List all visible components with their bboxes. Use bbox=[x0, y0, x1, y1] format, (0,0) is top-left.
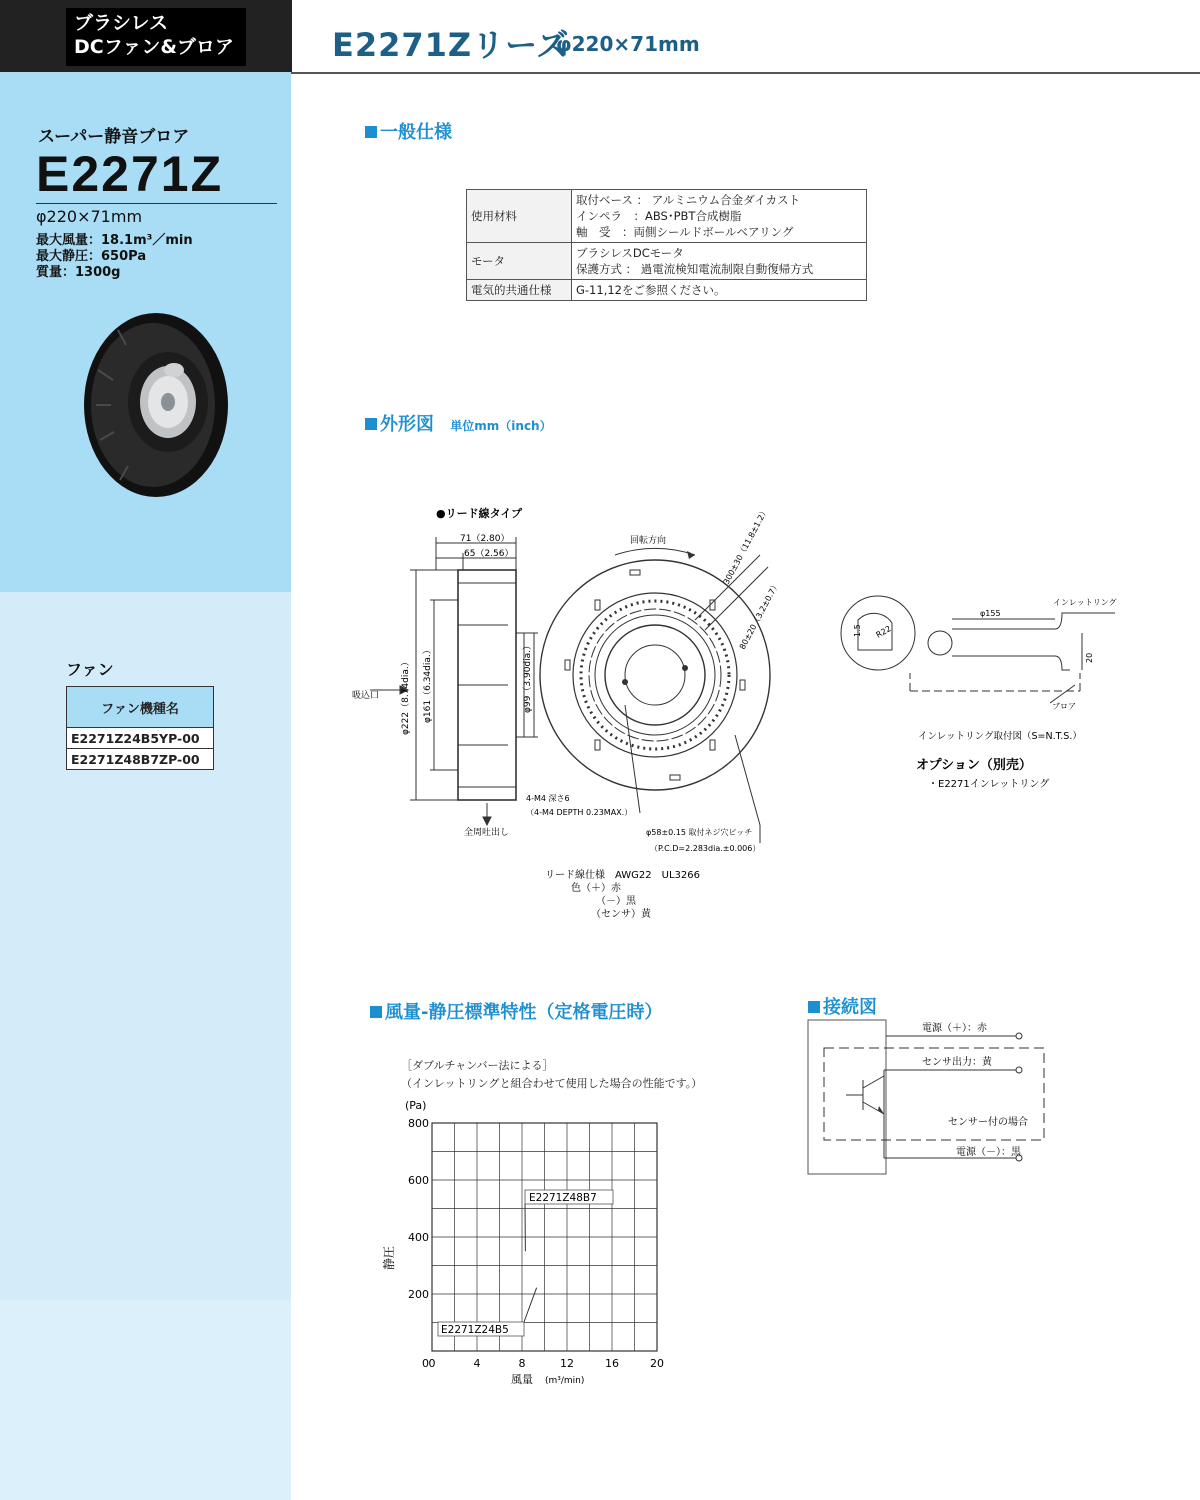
spec-line: 保護方式 ： 過電流検知電流制限自動復帰方式 bbox=[576, 262, 814, 276]
product-dimension: φ220×71mm bbox=[36, 207, 143, 226]
dim-222-label: φ222（8.74dia.） bbox=[401, 657, 411, 735]
dim-71-label: 71（2.80） bbox=[460, 534, 510, 544]
series-dimension: φ220×71mm bbox=[556, 32, 700, 56]
x-unit-label: (m³/min) bbox=[545, 1376, 585, 1386]
wiring-title-text: 接続図 bbox=[823, 997, 877, 1018]
pq-title-text: 風量-静圧標準特性（定格電圧時） bbox=[385, 1002, 663, 1023]
spec-max-airflow: 最大風量：18.1m³／min bbox=[36, 233, 193, 248]
table-row bbox=[467, 280, 867, 301]
inlet-ring-label: インレットリング bbox=[1053, 598, 1117, 607]
product-type: スーパー静音ブロア bbox=[38, 127, 190, 147]
pcd-label: φ58±0.15 取付ネジ穴ピッチ bbox=[646, 828, 753, 837]
outlet-label: 全周吐出し bbox=[464, 828, 510, 838]
general-spec-table bbox=[466, 189, 867, 301]
table-row bbox=[467, 243, 867, 280]
fan-table-header: ファン機種名 bbox=[67, 687, 214, 728]
outline-unit: 単位mm（inch） bbox=[450, 419, 552, 433]
outline-drawing bbox=[340, 495, 1200, 935]
x-tick-label: 12 bbox=[560, 1357, 574, 1370]
spec-value-material bbox=[572, 190, 867, 243]
origin-label: 0 bbox=[422, 1357, 429, 1370]
fan-model-2: E2271Z48B7ZP-00 bbox=[67, 749, 214, 770]
option-item: ・E2271インレットリング bbox=[928, 779, 1050, 790]
y-tick-label: 400 bbox=[408, 1231, 429, 1244]
category-line2: DCファン&ブロア bbox=[74, 36, 234, 58]
x-tick-label: 16 bbox=[605, 1357, 619, 1370]
table-row bbox=[67, 749, 214, 770]
fan-model-1: E2271Z24B5YP-00 bbox=[67, 728, 214, 749]
ring-20-label: 20 bbox=[1085, 652, 1094, 663]
x-axis-label: 風量 bbox=[511, 1373, 533, 1386]
model-divider bbox=[36, 203, 277, 204]
series-callouts bbox=[438, 1190, 613, 1336]
category-label bbox=[66, 8, 246, 66]
section-square-icon bbox=[365, 126, 377, 138]
lead-spec-title: リード線仕様 AWG22 UL3266 bbox=[545, 870, 700, 881]
x-tick-label: 4 bbox=[473, 1357, 481, 1370]
category-line1: ブラシレス bbox=[74, 12, 168, 34]
lead-spec-black: （－）黒 bbox=[596, 896, 636, 907]
ring-caption: インレットリング取付図（S=N.T.S.） bbox=[918, 731, 1082, 742]
wiring-sensor-out: センサ出力：黄 bbox=[922, 1057, 992, 1068]
pcd-inch-label: （P.C.D=2.283dia.±0.006） bbox=[650, 844, 761, 853]
general-spec-title-text: 一般仕様 bbox=[380, 122, 452, 143]
spec-line: G-11,12をご参照ください。 bbox=[576, 283, 726, 297]
blower-product-photo bbox=[78, 310, 228, 500]
table-row bbox=[467, 190, 867, 243]
y-unit-label: (Pa) bbox=[405, 1099, 427, 1112]
spec-key-motor: モータ bbox=[467, 243, 572, 280]
callout-line-b5 bbox=[524, 1288, 537, 1322]
wiring-v-minus: 電源（－）：黒 bbox=[956, 1147, 1021, 1158]
x-tick-label: 8 bbox=[518, 1357, 526, 1370]
spec-line: 取付ベース ： アルミニウム合金ダイカスト bbox=[576, 193, 801, 207]
series-label-b7: E2271Z48B7 bbox=[529, 1192, 597, 1204]
option-title: オプション（別売） bbox=[916, 758, 1032, 773]
spec-line: ブラシレスDCモータ bbox=[576, 246, 684, 260]
dim-161-label: φ161（6.34dia.） bbox=[423, 645, 433, 723]
spec-key-material: 使用材料 bbox=[467, 190, 572, 243]
ring-radius-label: R22 bbox=[874, 624, 893, 640]
screw-label: 4-M4 深さ6 bbox=[526, 794, 570, 803]
wiring-v-plus: 電源（＋）：赤 bbox=[922, 1023, 987, 1034]
sidebar-footer-panel bbox=[0, 1300, 291, 1500]
blower-label: ブロア bbox=[1052, 702, 1076, 711]
spec-value-electrical bbox=[572, 280, 867, 301]
fan-section-heading: ファン bbox=[66, 660, 114, 679]
section-square-icon bbox=[808, 1001, 820, 1013]
lead-length2-label: 80±20（3.2±0.7） bbox=[737, 580, 782, 651]
outline-title bbox=[365, 410, 552, 436]
series-title: E2271Zリーズ bbox=[332, 26, 570, 64]
pq-chart bbox=[375, 1090, 695, 1390]
x-tick-label: 0 bbox=[428, 1357, 436, 1370]
spec-line: 軸 受 ：両側シールドボールベアリング bbox=[576, 225, 794, 239]
y-tick-label: 600 bbox=[408, 1174, 429, 1187]
spec-key-electrical: 電気的共通仕様 bbox=[467, 280, 572, 301]
wiring-diagram bbox=[806, 1018, 1056, 1178]
outline-title-text: 外形図 bbox=[380, 414, 434, 435]
y-tick-label: 800 bbox=[408, 1117, 429, 1130]
spec-max-pressure: 最大静圧：650Pa bbox=[36, 249, 147, 264]
x-tick-label: 20 bbox=[650, 1357, 664, 1370]
inlet-label: 吸込口 bbox=[352, 691, 380, 701]
pq-title bbox=[370, 998, 662, 1024]
rotation-label: 回転方向 bbox=[630, 536, 667, 546]
y-axis-label: 静圧 bbox=[382, 1245, 396, 1271]
fan-model-table bbox=[66, 686, 214, 770]
pq-note1: ［ダブルチャンバー法による］ bbox=[401, 1059, 554, 1072]
ring-diameter-label: φ155 bbox=[980, 609, 1001, 618]
general-spec-title bbox=[365, 118, 452, 144]
dim-65-label: 65（2.56） bbox=[464, 549, 514, 559]
lead-length-label: 300±30（11.8±1.2） bbox=[721, 506, 770, 586]
spec-value-motor bbox=[572, 243, 867, 280]
lead-spec-yellow: （センサ）黄 bbox=[591, 909, 651, 920]
section-square-icon bbox=[370, 1006, 382, 1018]
chart-grid bbox=[432, 1123, 657, 1351]
spec-line: インペラ ：ABS･PBT合成樹脂 bbox=[576, 209, 742, 223]
series-label-b5: E2271Z24B5 bbox=[441, 1324, 509, 1336]
pq-note2: （インレットリングと組合わせて使用した場合の性能です。） bbox=[401, 1077, 703, 1090]
dim-99-label: φ99（3.90dia.） bbox=[523, 640, 533, 713]
lead-type-label: ●リード線タイプ bbox=[436, 507, 523, 520]
spec-weight: 質量：1300g bbox=[36, 265, 121, 280]
screw-depth-label: （4-M4 DEPTH 0.23MAX.） bbox=[526, 808, 633, 817]
model-name: E2271Z bbox=[36, 146, 224, 202]
wiring-title bbox=[808, 993, 877, 1019]
section-square-icon bbox=[365, 418, 377, 430]
wiring-with-sensor: センサー付の場合 bbox=[948, 1117, 1028, 1128]
ring-15-label: 1.5 bbox=[853, 624, 862, 637]
y-tick-label: 200 bbox=[408, 1288, 429, 1301]
table-row bbox=[67, 728, 214, 749]
lead-spec-red: 色（＋）赤 bbox=[571, 883, 621, 894]
